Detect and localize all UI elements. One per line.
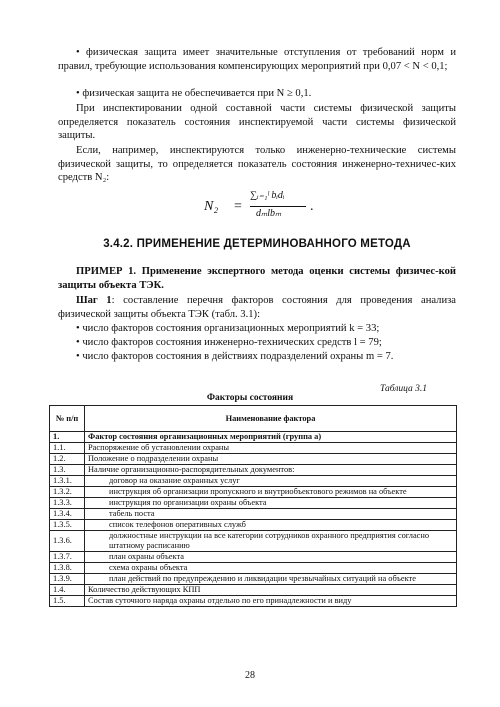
row-factor-name: инструкция об организации пропускного и внутриобъектового режимов на объекте: [85, 487, 457, 498]
page-number: 28: [245, 670, 255, 681]
row-factor-name: план охраны объекта: [85, 552, 457, 563]
header-no: № п/п: [50, 406, 85, 432]
table-row: [50, 563, 457, 574]
row-number: 1.3.3.: [50, 498, 85, 509]
section-heading: 3.4.2. ПРИМЕНЕНИЕ ДЕТЕРМИНОВАННОГО МЕТОДА: [103, 238, 411, 250]
list-item: • число факторов состояния организационных мероприятий k = 33;: [76, 323, 380, 334]
table-row: [50, 596, 457, 607]
row-factor-name: Положение о подразделении охраны: [85, 454, 457, 465]
row-factor-name: Фактор состояния организационных мероприятий (группа а): [85, 432, 457, 443]
row-factor-name: Наличие организационно-распорядительных документов:: [85, 465, 457, 476]
formula-lhs: N₂: [204, 199, 219, 214]
row-factor-name: Количество действующих КПП: [85, 585, 457, 596]
table-body: [50, 432, 457, 607]
row-factor-name: должностные инструкции на все категории сотрудников охранного предприятия согласно штатному расписанию: [85, 531, 457, 552]
list-item: • число факторов состояния инженерно-технических средств l = 79;: [76, 337, 382, 348]
row-number: 1.3.8.: [50, 563, 85, 574]
table-row: [50, 520, 457, 531]
row-factor-name: Распоряжение об установлении охраны: [85, 443, 457, 454]
row-number: 1.3.2.: [50, 487, 85, 498]
table-caption: Таблица 3.1: [380, 384, 427, 394]
row-factor-name: инструкция по организации охраны объекта: [85, 498, 457, 509]
row-number: 1.5.: [50, 596, 85, 607]
row-number: 1.3.5.: [50, 520, 85, 531]
row-number: 1.1.: [50, 443, 85, 454]
factors-table: [49, 405, 457, 607]
row-factor-name: договор на оказание охранных услуг: [85, 476, 457, 487]
table-row: [50, 552, 457, 563]
row-number: 1.3.1.: [50, 476, 85, 487]
row-number: 1.3.9.: [50, 574, 85, 585]
formula-n2: [200, 190, 330, 226]
step-text: : составление перечня факторов состояния для проведения анализа физической защиты объекта ТЭК (табл. 3.1):: [58, 295, 457, 320]
row-factor-name: план действий по предупреждению и ликвидации чрезвычайных ситуаций на объекте: [85, 574, 457, 585]
table-row: [50, 443, 457, 454]
table-row: [50, 454, 457, 465]
table-row: [50, 498, 457, 509]
table-row: [50, 585, 457, 596]
row-number: 1.3.6.: [50, 531, 85, 552]
bullet-not-provided: • физическая защита не обеспечивается при N ≥ 0,1.: [76, 88, 312, 99]
paragraph-inspection: При инспектировании одной составной части системы физической защиты определяется показатель состояния инспектируемой части системы физической защиты.: [58, 103, 456, 141]
list-item: • число факторов состояния в действиях подразделений охраны m = 7.: [76, 351, 394, 362]
table-row: [50, 432, 457, 443]
row-number: 1.3.: [50, 465, 85, 476]
table-row: [50, 531, 457, 552]
formula-numerator: ∑ᵢ₌₁ˡ bᵢdᵢ: [250, 190, 285, 201]
row-factor-name: схема охраны объекта: [85, 563, 457, 574]
table-header-row: [50, 406, 457, 432]
row-factor-name: Состав суточного наряда охраны отдельно по его принадлежности и виду: [85, 596, 457, 607]
step-label: Шаг 1: [76, 295, 112, 306]
formula-equals: =: [234, 199, 242, 214]
row-number: 1.: [50, 432, 85, 443]
formula-fraction-bar: [250, 206, 306, 207]
table-title: Факторы состояния: [206, 393, 294, 403]
bullet-norms: • физическая защита имеет значительные отступления от требований норм и правил, требующие использования компенсирующих мероприятий при 0,07 < N < 0,1;: [58, 47, 456, 72]
row-number: 1.2.: [50, 454, 85, 465]
row-factor-name: список телефонов оперативных служб: [85, 520, 457, 531]
paragraph-engineering: Если, например, инспектируются только инженерно-технические системы физической защиты, то определяется показатель состояния инженерно-техничес-ких средств N₂:: [58, 145, 456, 183]
table-row: [50, 509, 457, 520]
header-name: Наименование фактора: [85, 406, 457, 432]
table-row: [50, 574, 457, 585]
formula-end: .: [310, 199, 314, 214]
row-number: 1.3.7.: [50, 552, 85, 563]
example-title: ПРИМЕР 1. Применение экспертного метода оценки системы физичес-кой защиты объекта ТЭК.: [58, 266, 456, 291]
formula-denominator: dₘlbₘ: [256, 208, 282, 219]
row-number: 1.3.4.: [50, 509, 85, 520]
table-row: [50, 487, 457, 498]
row-factor-name: табель поста: [85, 509, 457, 520]
step-paragraph: [58, 294, 456, 321]
table-row: [50, 476, 457, 487]
table-row: [50, 465, 457, 476]
row-number: 1.4.: [50, 585, 85, 596]
